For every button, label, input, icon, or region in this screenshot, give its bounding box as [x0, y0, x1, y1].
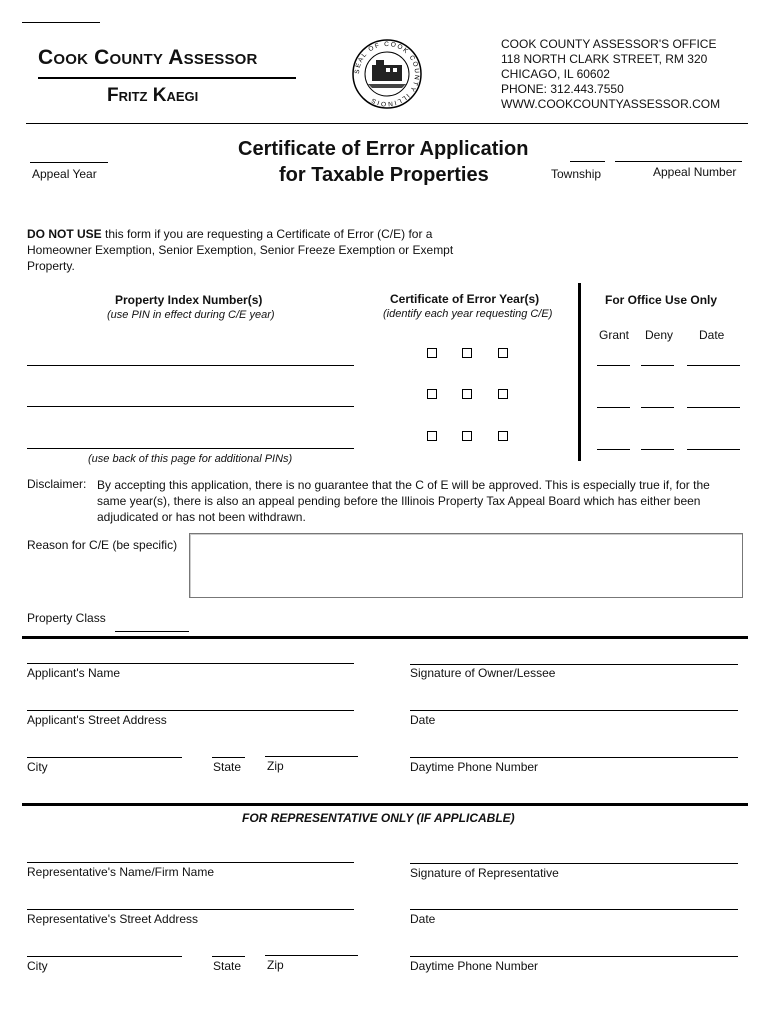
office-phone: PHONE: 312.443.7550: [501, 82, 624, 96]
grant-field-1[interactable]: [597, 365, 630, 366]
appeal-year-label: Appeal Year: [32, 167, 97, 181]
grant-field-3[interactable]: [597, 449, 630, 450]
additional-pins-note: (use back of this page for additional PINs): [88, 453, 293, 465]
seal-text: SEAL OF COOK COUNTY ILLINOIS: [353, 40, 421, 108]
applicant-city-label: City: [27, 760, 48, 774]
office-city: CHICAGO, IL 60602: [501, 67, 610, 81]
deny-label: Deny: [645, 328, 674, 342]
year-checkbox-3c[interactable]: [498, 431, 508, 441]
rep-date-label: Date: [410, 912, 436, 926]
applicant-zip-label: Zip: [267, 759, 284, 773]
form-title-line1: Certificate of Error Application: [238, 138, 529, 160]
do-not-use-line1: this form if you are requesting a Certificate of Error (C/E) for a: [101, 227, 433, 241]
agency-name: Cook County Assessor: [38, 46, 258, 69]
disclaimer-text: [97, 477, 710, 525]
year-checkbox-3a[interactable]: [427, 431, 437, 441]
pin-field-1[interactable]: [27, 365, 354, 366]
deny-field-3[interactable]: [641, 449, 674, 450]
office-website[interactable]: WWW.COOKCOUNTYASSESSOR.COM: [501, 97, 721, 111]
do-not-use-notice: [27, 226, 453, 274]
township-label: Township: [551, 167, 602, 181]
appeal-number-label: Appeal Number: [653, 165, 737, 179]
office-street: 118 NORTH CLARK STREET, RM 320: [501, 52, 708, 66]
reason-textarea[interactable]: [189, 533, 743, 598]
year-checkbox-2b[interactable]: [462, 389, 472, 399]
agency-underline: [38, 77, 296, 79]
do-not-use-line2: Homeowner Exemption, Senior Exemption, Senior Freeze Exemption or Exempt: [27, 243, 454, 257]
year-checkbox-1a[interactable]: [427, 348, 437, 358]
date-field-3[interactable]: [687, 449, 740, 450]
year-checkbox-2a[interactable]: [427, 389, 437, 399]
applicant-name-field[interactable]: [27, 663, 354, 664]
pin-field-2[interactable]: [27, 406, 354, 407]
rep-city-field[interactable]: [27, 956, 182, 957]
form-title-line2: for Taxable Properties: [279, 164, 489, 186]
rep-signature-label: Signature of Representative: [410, 866, 559, 880]
deny-field-2[interactable]: [641, 407, 674, 408]
rep-street-label: Representative's Street Address: [27, 912, 199, 926]
office-use-divider: [578, 283, 581, 461]
property-class-field[interactable]: [115, 631, 189, 632]
applicant-state-label: State: [213, 760, 242, 774]
disclaimer-line2: same year(s), there is also an appeal pending before the Illinois Property Tax Appeal Board which has either been: [97, 494, 701, 508]
year-header: Certificate of Error Year(s): [390, 292, 540, 306]
rep-city-label: City: [27, 959, 48, 973]
header-rule: [26, 123, 748, 124]
pin-field-3[interactable]: [27, 448, 354, 449]
year-checkbox-1c[interactable]: [498, 348, 508, 358]
applicant-street-field[interactable]: [27, 710, 354, 711]
property-class-label: Property Class: [27, 611, 106, 625]
grant-field-2[interactable]: [597, 407, 630, 408]
applicant-street-label: Applicant's Street Address: [27, 713, 167, 727]
deny-field-1[interactable]: [641, 365, 674, 366]
township-field[interactable]: [570, 161, 605, 162]
disclaimer-line1: By accepting this application, there is no guarantee that the C of E will be approved. This is especially true if, for the: [97, 478, 710, 492]
assessor-name: Fritz Kaegi: [107, 85, 199, 106]
year-checkbox-2c[interactable]: [498, 389, 508, 399]
applicant-section-rule: [22, 636, 748, 639]
rep-phone-field[interactable]: [410, 956, 738, 957]
applicant-phone-label: Daytime Phone Number: [410, 760, 539, 774]
rep-zip-field[interactable]: [265, 955, 358, 956]
year-checkbox-1b[interactable]: [462, 348, 472, 358]
grant-label: Grant: [599, 328, 630, 342]
applicant-zip-field[interactable]: [265, 756, 358, 757]
appeal-number-field[interactable]: [615, 161, 742, 162]
applicant-state-field[interactable]: [212, 757, 245, 758]
disclaimer-line3: adjudicated or has not been withdrawn.: [97, 510, 306, 524]
applicant-date-label: Date: [410, 713, 436, 727]
applicant-phone-field[interactable]: [410, 757, 738, 758]
office-title: COOK COUNTY ASSESSOR'S OFFICE: [501, 37, 717, 51]
top-corner-rule: [22, 22, 100, 23]
representative-heading: FOR REPRESENTATIVE ONLY (IF APPLICABLE): [242, 811, 515, 825]
rep-phone-label: Daytime Phone Number: [410, 959, 539, 973]
rep-signature-field[interactable]: [410, 863, 738, 864]
do-not-use-bold: DO NOT USE: [27, 227, 102, 241]
rep-street-field[interactable]: [27, 909, 354, 910]
office-address-block: [501, 37, 720, 112]
owner-signature-field[interactable]: [410, 664, 738, 665]
rep-name-label: Representative's Name/Firm Name: [27, 865, 215, 879]
representative-section-rule: [22, 803, 748, 806]
year-subheader: (identify each year requesting C/E): [383, 308, 553, 320]
applicant-date-field[interactable]: [410, 710, 738, 711]
rep-state-field[interactable]: [212, 956, 245, 957]
rep-name-field[interactable]: [27, 862, 354, 863]
year-checkbox-3b[interactable]: [462, 431, 472, 441]
reason-label: Reason for C/E (be specific): [27, 538, 178, 552]
office-use-header: For Office Use Only: [605, 293, 718, 307]
disclaimer-label: Disclaimer:: [27, 477, 87, 491]
do-not-use-line3: Property.: [27, 259, 75, 273]
applicant-name-label: Applicant's Name: [27, 666, 120, 680]
date-field-2[interactable]: [687, 407, 740, 408]
county-seal: [350, 38, 424, 110]
rep-state-label: State: [213, 959, 242, 973]
pin-subheader: (use PIN in effect during C/E year): [107, 309, 275, 321]
appeal-year-field[interactable]: [30, 162, 108, 163]
date-field-1[interactable]: [687, 365, 740, 366]
date-label: Date: [699, 328, 725, 342]
rep-zip-label: Zip: [267, 958, 284, 972]
rep-date-field[interactable]: [410, 909, 738, 910]
pin-header: Property Index Number(s): [115, 293, 263, 307]
applicant-city-field[interactable]: [27, 757, 182, 758]
owner-signature-label: Signature of Owner/Lessee: [410, 666, 556, 680]
